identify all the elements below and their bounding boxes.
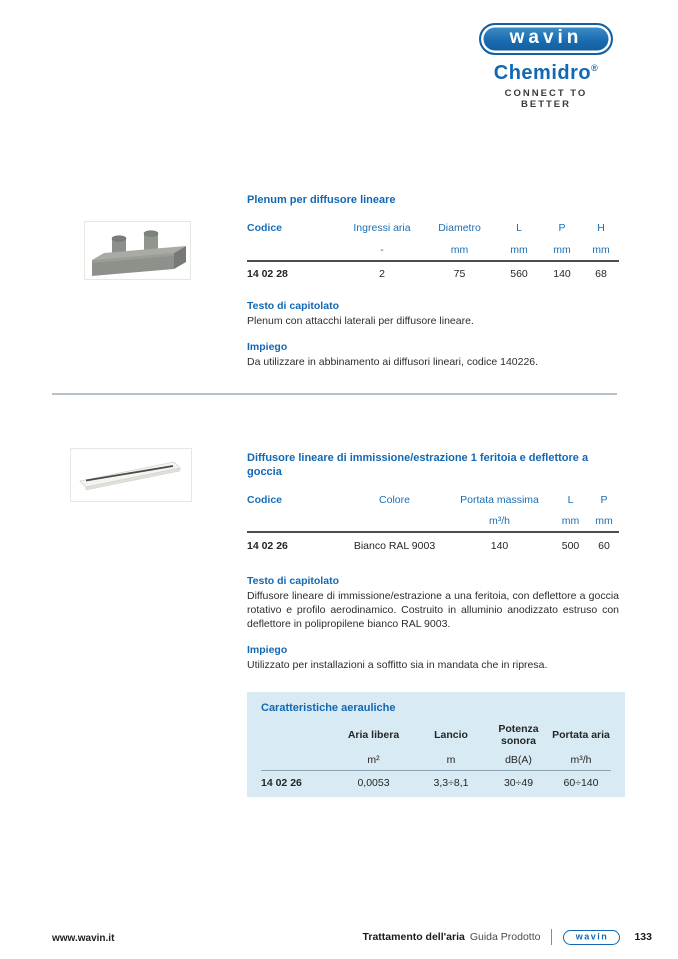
col-header: P <box>600 493 608 506</box>
unit-cell: m² <box>367 753 380 766</box>
unit-cell: mm <box>510 243 528 256</box>
section-divider <box>52 393 617 395</box>
section-diffuser <box>247 452 619 672</box>
chemidro-text: Chemidro <box>493 62 592 84</box>
doc-subtitle: Guida Prodotto <box>469 931 541 943</box>
section-title: Plenum per diffusore lineare <box>247 194 396 206</box>
unit-cell: mm <box>592 243 610 256</box>
col-header: Aria libera <box>347 729 400 741</box>
data-cell: 68 <box>595 268 607 280</box>
capitolato-label: Testo di capitolato <box>247 575 339 587</box>
brand-header <box>479 23 613 110</box>
data-cell: 140 <box>553 268 571 280</box>
col-header: P <box>558 222 566 234</box>
unit-cell: m <box>446 753 456 766</box>
table-row <box>247 532 619 558</box>
diffuser-product-image <box>70 448 192 502</box>
unit-cell <box>342 511 447 532</box>
col-header: Lancio <box>434 729 468 741</box>
data-cell: 60 <box>598 539 610 552</box>
diffuser-drawing <box>74 452 188 498</box>
footer-right <box>363 929 652 945</box>
table-header-row <box>261 720 611 750</box>
brand-tagline: CONNECT TO BETTER <box>504 88 588 110</box>
website-link[interactable]: www.wavin.it <box>52 933 115 944</box>
col-header: L <box>567 493 574 506</box>
unit-cell: dB(A) <box>505 753 532 766</box>
data-cell: 14 02 26 <box>261 777 302 790</box>
table-units-row <box>247 511 619 532</box>
unit-cell: - <box>380 243 384 256</box>
wavin-footer-logo-text: wavin <box>575 931 609 942</box>
capitolato-text: Diffusore lineare di immissione/estrazione a una feritoia, con deflettore a goccia rotativo e profilo aerodinamico. Costruito in alluminio anodizzato estruso con deflettore in polipropilene bianco RAL 9003. <box>247 590 619 630</box>
data-cell: 560 <box>510 268 528 280</box>
registered-mark: ® <box>591 63 599 73</box>
unit-cell: mm <box>561 515 580 527</box>
table-header-row <box>247 488 619 511</box>
aeraulic-table <box>261 720 611 796</box>
page-number: 133 <box>634 931 652 943</box>
unit-cell: mm <box>553 243 571 256</box>
wavin-logo <box>479 23 613 55</box>
wavin-logo-text: wavin <box>509 27 583 48</box>
aeraulic-title: Caratteristiche aerauliche <box>261 702 396 714</box>
data-cell: 75 <box>453 268 466 280</box>
wavin-footer-logo <box>563 930 620 945</box>
col-header: Codice <box>247 493 283 506</box>
col-header: Portata aria <box>552 729 610 741</box>
data-cell: 60÷140 <box>563 777 599 790</box>
unit-cell: mm <box>595 515 613 527</box>
table-row <box>261 770 611 796</box>
impiego-text: Utilizzato per installazioni a soffitto sia in mandata che in ripresa. <box>247 659 548 671</box>
impiego-text: Da utilizzare in abbinamento ai diffusori lineari, codice 140226. <box>247 355 539 368</box>
col-header: Portata massima <box>460 493 539 506</box>
col-header: H <box>597 222 605 234</box>
table-units-row <box>247 240 619 261</box>
unit-cell: m³/h <box>570 753 592 766</box>
footer-divider <box>551 929 552 945</box>
unit-cell <box>247 240 342 261</box>
impiego-label: Impiego <box>247 340 288 353</box>
section-title: Diffusore lineare di immissione/estrazione 1 feritoia e deflettore a goccia <box>247 452 589 478</box>
col-header: Potenza sonora <box>498 723 539 747</box>
col-header: Colore <box>379 493 410 506</box>
impiego-label: Impiego <box>247 644 288 656</box>
col-header: Ingressi aria <box>353 222 411 234</box>
data-cell: 0,0053 <box>357 777 390 790</box>
capitolato-text: Plenum con attacchi laterali per diffusore lineare. <box>247 314 474 327</box>
unit-cell: mm <box>450 243 469 256</box>
section-plenum <box>247 194 619 369</box>
data-cell: 14 02 26 <box>247 539 288 552</box>
data-cell: 140 <box>490 539 509 552</box>
capitolato-label: Testo di capitolato <box>247 299 339 312</box>
table-units-row <box>261 750 611 770</box>
doc-title: Trattamento dell'aria <box>362 931 465 943</box>
chemidro-brand <box>479 62 613 85</box>
aeraulic-characteristics-box <box>247 692 625 797</box>
table-header-row <box>247 217 619 240</box>
unit-cell <box>247 511 342 532</box>
data-cell: 30÷49 <box>503 777 534 790</box>
unit-cell: m³/h <box>489 515 510 527</box>
plenum-spec-table <box>247 217 619 287</box>
data-cell: 500 <box>561 539 580 552</box>
data-cell: 14 02 28 <box>247 268 288 280</box>
unit-cell <box>261 750 331 770</box>
data-cell: Bianco RAL 9003 <box>353 539 436 552</box>
col-header: L <box>516 222 522 234</box>
data-cell: 2 <box>379 268 385 280</box>
col-header: Codice <box>247 222 283 234</box>
diffuser-spec-table <box>247 488 619 558</box>
col-header <box>261 720 331 750</box>
data-cell: 3,3÷8,1 <box>433 777 469 790</box>
table-row <box>247 261 619 287</box>
col-header: Diametro <box>438 222 481 234</box>
plenum-product-image <box>84 221 191 280</box>
plenum-drawing <box>88 225 187 276</box>
